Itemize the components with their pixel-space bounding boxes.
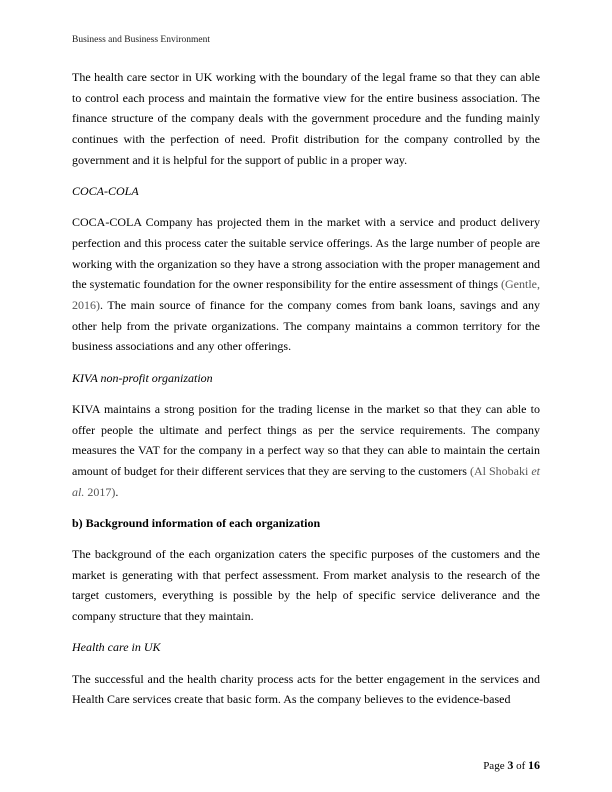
paragraph-health-care-sector: The health care sector in UK working with the boundary of the legal frame so that they can able to control each process and maintain the formative view for the entire business association. The finance structure of the company deals with the government procedure and the funding mainly continues with the perfection of need. Profit distribution for the company controlled by the government and it is helpful for the support of public in a proper way. [72,70,540,167]
current-page-number: 3 [507,758,514,772]
page-number-footer [483,758,540,773]
citation-al-shobaki-author: (Al Shobaki [469,463,532,478]
paragraph-kiva-end: . [115,484,119,499]
paragraph-health-care-uk: The successful and the health charity process acts for the better engagement in the services and Health Care services create that basic form. As the company believes to the evidence-based [72,671,540,707]
paragraph-kiva [72,399,540,503]
page-body [72,67,540,720]
paragraph-coca-cola [72,212,540,357]
heading-health-care-uk: Health care in UK [72,640,161,655]
heading-kiva: KIVA non-profit organization [72,370,213,385]
running-header: Business and Business Environment [72,35,211,45]
citation-al-shobaki-year: 2017) [84,484,116,499]
paragraph-coca-cola-text-b: . The main source of finance for the company comes from bank loans, savings and any other help from the private organizations. The company maintains a common territory for the business associations and any other offerings. [72,298,540,354]
citation-et-al: et al. [72,463,540,499]
total-page-count: 16 [528,758,540,772]
paragraph-background: The background of the each organization caters the specific purposes of the customers and the market is generating with that perfect assessment. From market analysis to the research of the target customers, everything is possible by the help of specific service deliverance and the company structure that they maintain. [72,547,540,624]
paragraph-kiva-text: KIVA maintains a strong position for the trading license in the market so that they can able to offer people the ultimate and perfect things as per the service requirements. The company measures the VAT for the company in a perfect way so that they can able to maintain the certain amount of budget for their different services that they are serving to the customers [72,401,540,478]
of-word: of [513,760,528,772]
heading-coca-cola: COCA-COLA [72,184,139,199]
heading-background-information: b) Background information of each organization [72,515,321,530]
page-word: Page [483,760,508,772]
paragraph-coca-cola-text-a: COCA-COLA Company has projected them in the market with a service and product delivery perfection and this process cater the suitable service offerings. As the large number of people are working with the organization so they have a strong association with the proper management and the systematic foundation for the owner responsibility for the entire assessment of things [72,215,540,292]
citation-gentle: (Gentle, 2016) [72,277,540,313]
